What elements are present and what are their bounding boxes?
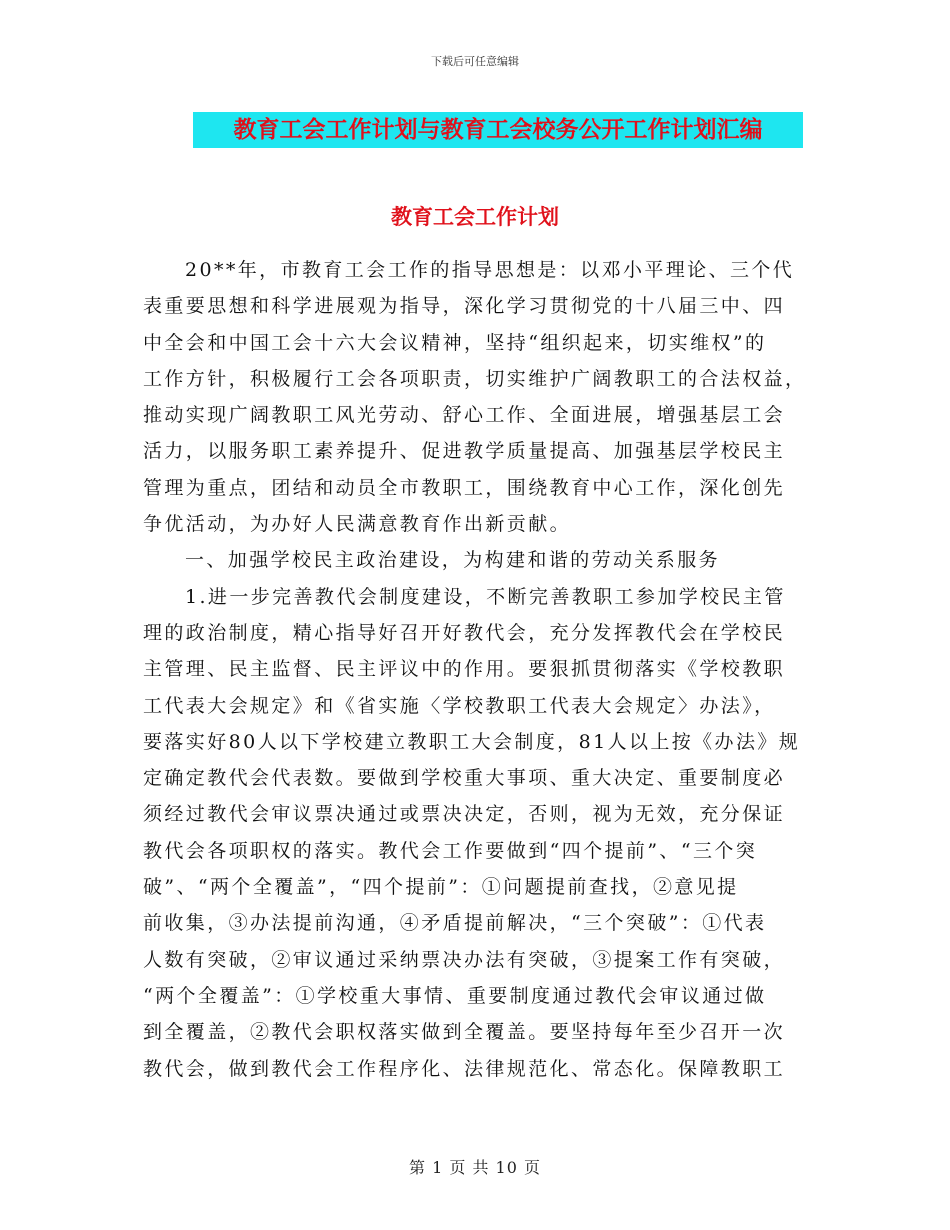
page-footer: 第 1 页 共 10 页 [409, 1158, 541, 1177]
paragraph-line: 到全覆盖，②教代会职权落实做到全覆盖。要坚持每年至少召开一次 [143, 1021, 786, 1044]
paragraph-line: 前收集，③办法提前沟通，④矛盾提前解决，“三个突破”：①代表 [143, 912, 767, 935]
section-heading-line: 一、加强学校民主政治建设，为构建和谐的劳动关系服务 [185, 549, 721, 572]
paragraph-line: 教代会各项职权的落实。教代会工作要做到“四个提前”、“三个突 [143, 839, 758, 862]
paragraph-line: 须经过教代会审议票决通过或票决决定，否则，视为无效，充分保证 [143, 803, 786, 826]
paragraph-line: 1.进一步完善教代会制度建设，不断完善教职工参加学校民主管 [185, 585, 786, 608]
paragraph-line: 争优活动，为办好人民满意教育作出新贡献。 [143, 513, 572, 536]
paragraph-line: 定确定教代会代表数。要做到学校重大事项、重大决定、重要制度必 [143, 767, 786, 790]
header-note: 下载后可任意编辑 [431, 55, 519, 68]
paragraph-line: 工代表大会规定》和《省实施〈学校教职工代表大会规定〉办法》， [143, 694, 776, 717]
paragraph-line: 推动实现广阔教职工风光劳动、舒心工作、全面进展，增强基层工会 [143, 404, 786, 427]
paragraph-line: 教代会，做到教代会工作程序化、法律规范化、常态化。保障教职工 [143, 1057, 786, 1080]
body-text [143, 252, 808, 1087]
paragraph-line: 理的政治制度，精心指导好召开好教代会，充分发挥教代会在学校民 [143, 621, 786, 644]
paragraph-line: 破”、“两个全覆盖”，“四个提前”：①问题提前查找，②意见提 [143, 876, 739, 899]
paragraph-line: 活力，以服务职工素养提升、促进教学质量提高、加强基层学校民主 [143, 440, 786, 463]
paragraph-line: 工作方针，积极履行工会各项职责，切实维护广阔教职工的合法权益， [143, 367, 807, 390]
paragraph-line: “两个全覆盖”：①学校重大事情、重要制度通过教代会审议通过做 [143, 984, 767, 1007]
main-title: 教育工会工作计划与教育工会校务公开工作计划汇编 [193, 112, 803, 148]
paragraph-line: 表重要思想和科学进展观为指导，深化学习贯彻党的十八届三中、四 [143, 295, 786, 318]
paragraph-line: 管理为重点，团结和动员全市教职工，围绕教育中心工作，深化创先 [143, 476, 786, 499]
section-title: 教育工会工作计划 [391, 205, 559, 229]
paragraph-line: 要落实好80人以下学校建立教职工大会制度，81人以上按《办法》规 [143, 730, 801, 753]
paragraph-line: 人数有突破，②审议通过采纳票决办法有突破，③提案工作有突破， [143, 948, 786, 971]
paragraph-line: 20**年，市教育工会工作的指导思想是：以邓小平理论、三个代 [185, 259, 795, 281]
paragraph-line: 主管理、民主监督、民主评议中的作用。要狠抓贯彻落实《学校教职 [143, 658, 786, 681]
paragraph-line: 中全会和中国工会十六大会议精神，坚持“组织起来，切实维权”的 [143, 331, 767, 354]
